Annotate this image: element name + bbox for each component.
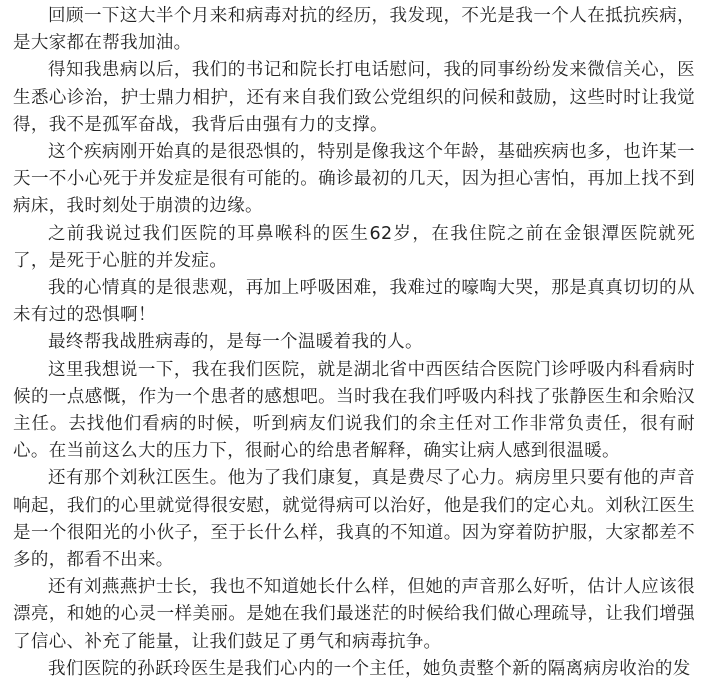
paragraph-2: 得知我患病以后，我们的书记和院长打电话慰问，我的同事纷纷发来微信关心，医生悉心诊治，护士鼎力相护，还有来自我们致公党组织的问候和鼓励，这些时时让我觉得，我不是孤军奋战，我背后由强有力的支撑。 — [13, 60, 695, 135]
paragraph-8: 还有那个刘秋江医生。他为了我们康复，真是费尽了心力。病房里只要有他的声音响起，我们的心里就觉得很安慰，就觉得病可以治好，他是我们的定心丸。刘秋江医生是一个很阳光的小伙子，至于长什么样，我真的不知道。因为穿着防护服，大家都差不多的，都看不出来。 — [13, 468, 695, 571]
paragraph-4: 之前我说过我们医院的耳鼻喉科的医生62岁，在我住院之前在金银潭医院就死了，是死于心脏的并发症。 — [13, 223, 695, 271]
paragraph-10: 我们医院的孙跃玲医生是我们心内的一个主任，她负责整个新的隔离病房收治的发 — [48, 658, 691, 679]
paragraph-6: 最终帮我战胜病毒的，是每一个温暖着我的人。 — [48, 332, 423, 353]
paragraph-9: 还有刘燕燕护士长，我也不知道她长什么样，但她的声音那么好听，估计人应该很漂亮，和她的心灵一样美丽。是她在我们最迷茫的时候给我们做心理疏导，让我们增强了信心、补充了能量，让我们鼓足了勇气和病毒抗争。 — [13, 577, 695, 652]
paragraph-5: 我的心情真的是很悲观，再加上呼吸困难，我难过的嚎啕大哭，那是真真切切的从未有过的恐惧啊！ — [13, 278, 695, 326]
article-body — [13, 3, 695, 683]
paragraph-7: 这里我想说一下，我在我们医院，就是湖北省中西医结合医院门诊呼吸内科看病时候的一点感慨，作为一个患者的感想吧。当时我在我们呼吸内科找了张静医生和余贻汉主任。去找他们看病的时候，听到病友们说我们的余主任对工作非常负责任，很有耐心。在当前这么大的压力下，很耐心的给患者解释，确实让病人感到很温暖。 — [13, 359, 695, 462]
paragraph-3: 这个疾病刚开始真的是很恐惧的，特别是像我这个年龄，基础疾病也多，也许某一天一不小心死于并发症是很有可能的。确诊最初的几天，因为担心害怕，再加上找不到病床，我时刻处于崩溃的边缘。 — [13, 142, 695, 217]
paragraph-1: 回顾一下这大半个月来和病毒对抗的经历，我发现，不光是我一个人在抵抗疾病，是大家都在帮我加油。 — [13, 6, 695, 54]
